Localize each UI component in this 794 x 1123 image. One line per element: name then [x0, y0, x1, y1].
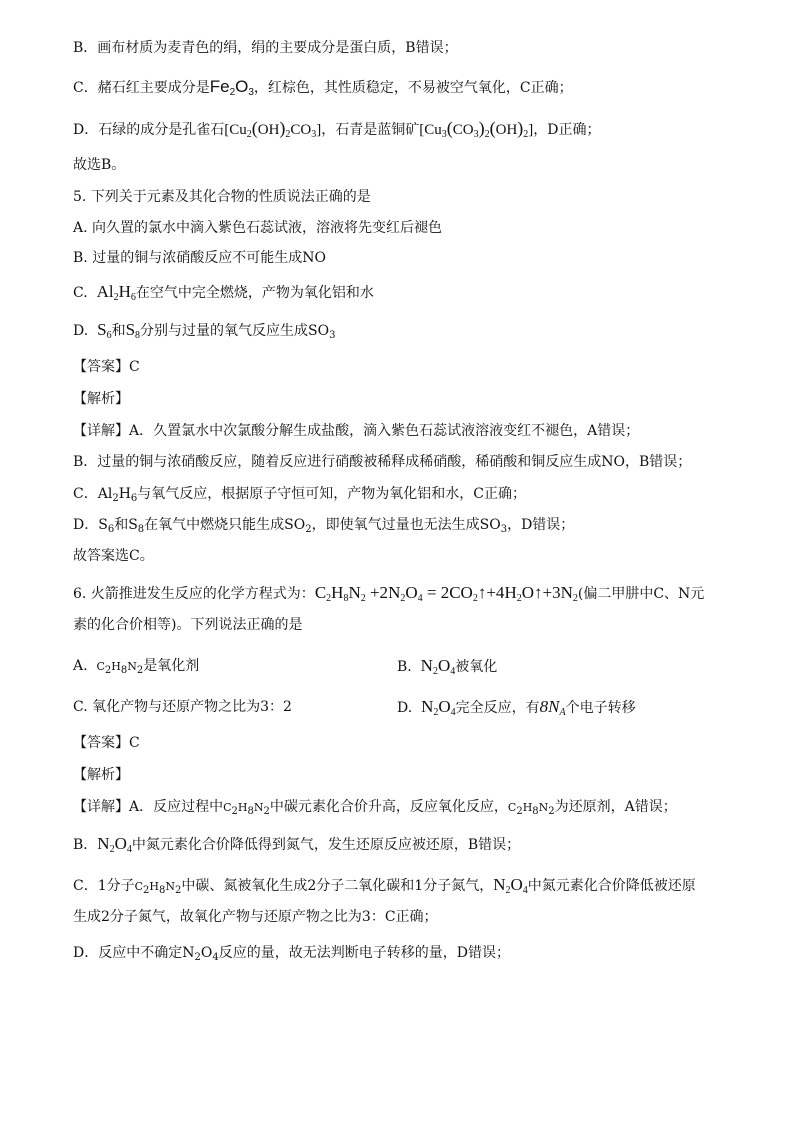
question-6-option-d — [397, 697, 636, 723]
text: 个电子转移 — [565, 700, 636, 716]
text: ，即使氧气过量也无法生成SO — [311, 517, 501, 533]
detail-6-c-cont: 生成2分子氮气，故氧化产物与还原产物之比为3：C正确； — [73, 909, 438, 925]
line-answer-b: 故选B。 — [73, 157, 126, 173]
text: 为还原剂，A错误； — [554, 799, 677, 815]
text: D. — [397, 700, 413, 716]
text: ，D错误； — [507, 517, 575, 533]
detail-5-conclusion: 故答案选C。 — [73, 548, 154, 564]
formula-fe2o3: $Fe_2O_3$ — [209, 77, 254, 98]
answer-5: 【答案】C — [73, 359, 140, 375]
text: D．石绿的成分是孔雀石 — [73, 122, 225, 138]
detail-6-c — [73, 875, 696, 901]
formula-n2o4: $N_2O_4$ — [421, 697, 456, 718]
text: 和 — [111, 323, 126, 339]
question-6-option-b — [397, 656, 497, 682]
detail-6-b — [73, 834, 520, 860]
formula-n2o4: $N_2O_4$ — [420, 656, 456, 677]
text: B． — [73, 837, 98, 853]
text: D. — [73, 323, 89, 339]
detail-5-c: C．$Al_2H_6$与氧气反应，根据原子守恒可知，产物为氧化铝和水，C正确； — [73, 486, 526, 504]
detail-5-a: 【详解】A．久置氯水中次氯酸分解生成盐酸，滴入紫色石蕊试液溶液变红不褪色，A错误； — [73, 423, 640, 439]
line-c-ochre — [73, 77, 573, 103]
text: 中氮元素化合价降低被还原 — [527, 878, 696, 894]
question-5-option-b: B. 过量的铜与浓硝酸反应不可能生成NO — [73, 250, 326, 266]
formula-s8: $S_8$ — [125, 320, 141, 341]
text: 完全反应，有 — [455, 700, 540, 716]
text: 分别与过量的氧气反应生成SO — [140, 323, 330, 339]
text: 6. 火箭推进发生反应的化学方程式为： — [73, 586, 315, 602]
text: D．反应中不确定N — [73, 945, 195, 961]
question-5-option-c — [73, 282, 374, 308]
formula-c2h8n2: $C_2H_8N_2$ — [134, 880, 182, 896]
detail-6-d: D．反应中不确定$N_2O_4$反应的量，故无法判断电子转移的量，D错误； — [73, 945, 510, 963]
question-5-stem: 5. 下列关于元素及其化合物的性质说法正确的是 — [73, 189, 371, 205]
question-6-option-c: C. 氧化产物与还原产物之比为3：2 — [73, 699, 292, 715]
question-6-option-a — [73, 656, 199, 681]
text: (偏二甲肼中C、N元 — [577, 586, 705, 602]
text: 被氧化 — [455, 659, 498, 675]
question-6-stem-cont: 素的化合价相等)。下列说法正确的是 — [73, 617, 303, 633]
question-5-option-a: A. 向久置的氯水中滴入紫色石蕊试液，溶液将先变红后褪色 — [73, 220, 443, 236]
formula-azurite: $[Cu_3(CO_3)_2(OH)_2]$ — [419, 118, 534, 140]
formula-c2h8n2: $C_2H_8N_2$ — [223, 801, 270, 817]
text: 反应的量，故无法判断电子转移的量，D错误； — [218, 945, 510, 961]
formula-malachite: $[Cu_2(OH)_2CO_3]$ — [224, 118, 322, 140]
detail-5-b: B．过量的铜与浓硝酸反应，随着反应进行硝酸被稀释成稀硝酸，稀硝酸和铜反应生成NO，B错误； — [73, 454, 692, 470]
text: 【详解】A．反应过程中 — [73, 799, 224, 815]
question-5-option-d: D. $S_6$和$S_8$分别与过量的氧气反应生成$SO_3$ — [73, 320, 336, 341]
formula-n2o4: $N_2O_4$ — [493, 875, 528, 896]
text: C．1分子 — [73, 878, 135, 894]
text: 在氧气中燃烧只能生成SO — [144, 517, 306, 533]
analysis-6-label: 【解析】 — [73, 767, 129, 783]
question-6-stem — [73, 583, 704, 609]
detail-6-a — [73, 797, 677, 822]
text: ，红棕色，其性质稳定，不易被空气氧化，C正确； — [253, 80, 573, 96]
text: 中碳、氮被氧化生成2分子二氧化碳和1分子氮气， — [181, 878, 494, 894]
formula-al2h6: $Al_2H_6$ — [96, 282, 136, 303]
answer-6: 【答案】C — [73, 735, 140, 751]
analysis-5-label: 【解析】 — [73, 391, 129, 407]
text: 和S — [114, 517, 138, 533]
text: 在空气中完全燃烧，产物为氧化铝和水 — [135, 285, 374, 301]
text: ，D正确； — [533, 122, 601, 138]
text: D．S — [73, 517, 108, 533]
formula-8na: $8N_A$ — [539, 697, 566, 718]
line-d-malachite — [73, 118, 601, 145]
text: ，石青是蓝铜矿 — [321, 122, 420, 138]
detail-5-d: D．$S_6$和$S_8$在氧气中燃烧只能生成$SO_2$，即使氧气过量也无法生成$SO_3$，D错误； — [73, 517, 575, 535]
formula-c2h8n2: $C_2H_8N_2$ — [96, 660, 144, 676]
text: C．赭石红主要成分是 — [73, 80, 210, 96]
text: B. — [397, 659, 412, 675]
text: A. — [73, 658, 88, 674]
text: 是氧化剂 — [143, 658, 200, 674]
formula-n2o4: $N_2O_4$ — [97, 834, 132, 855]
line-b-silk: B．画布材质为麦青色的绢，绢的主要成分是蛋白质，B错误； — [73, 40, 458, 56]
text: 与氧气反应，根据原子守恒可知，产物为氧化铝和水，C正确； — [137, 486, 526, 502]
text: C．Al — [73, 486, 113, 502]
text: 中氮元素化合价降低得到氮气，发生还原反应被还原，B错误； — [131, 837, 521, 853]
text: 中碳元素化合价升高，反应氧化反应， — [269, 799, 508, 815]
text: C. — [73, 285, 88, 301]
formula-s6: $S_6$ — [97, 320, 112, 341]
equation-rocket: $C_2H_8N_2 +2N_2O_4$ = $2CO_2↑+4H_2O↑+3N_2$ — [314, 583, 578, 604]
formula-c2h8n2: $C_2H_8N_2$ — [507, 801, 555, 817]
